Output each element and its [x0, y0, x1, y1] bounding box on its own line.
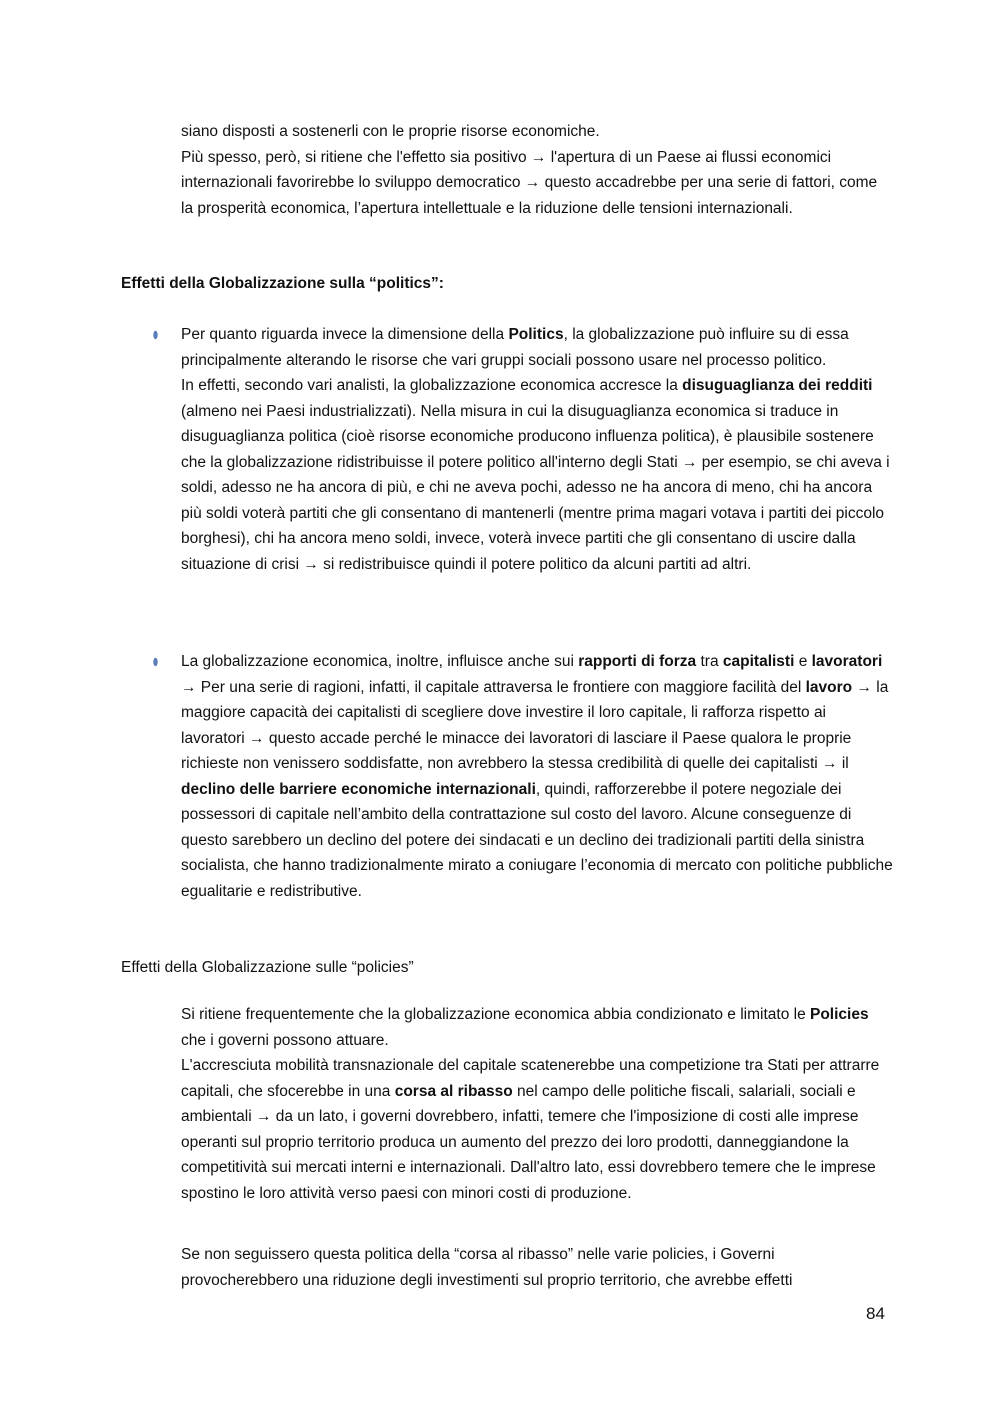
policies-para-2: [181, 1053, 893, 1206]
section-heading-politics: Effetti della Globalizzazione sulla “politics”:: [121, 275, 444, 292]
text-run: In effetti, secondo vari analisti, la globalizzazione economica accresce la: [181, 377, 683, 394]
text-run: Si ritiene frequentemente che la globalizzazione economica abbia condizionato e limitato le: [181, 1006, 810, 1023]
bold-term-lavoratori: lavoratori: [811, 653, 883, 670]
bold-term-disuguaglianza: disuguaglianza dei redditi: [682, 377, 873, 394]
politics-bullet-2: [181, 649, 893, 904]
policies-paragraph-1: [181, 1002, 893, 1206]
politics-bullet-1-para-2: [181, 373, 893, 577]
politics-bullet-2-para: [181, 649, 893, 904]
bullet-icon: [152, 657, 159, 667]
intro-paragraph: [181, 119, 893, 221]
page-number: 84: [866, 1304, 885, 1323]
bold-term-declino-barriere: declino delle barriere economiche internazionali: [181, 780, 536, 798]
text-run: tra: [696, 653, 723, 670]
bold-term-rapporti-di-forza: rapporti di forza: [578, 653, 697, 670]
text-run: La globalizzazione economica, inoltre, influisce anche sui: [181, 653, 579, 670]
policies-para-3: Se non seguissero questa politica della “corsa al ribasso” nelle varie policies, i Governi provocherebbero una riduzione degli investimenti sul proprio territorio, che avrebbe effetti: [181, 1246, 793, 1289]
bold-term-lavoro: lavoro: [805, 678, 853, 696]
text-run: , la globalizzazione può influire su di essa principalmente alterando le risorse che vari gruppi sociali possono usare nel processo politico.: [181, 326, 849, 369]
bold-term-capitalisti: capitalisti: [722, 653, 795, 670]
text-run: → la maggiore capacità dei capitalisti di scegliere dove investire il loro capitale, li rafforza rispetto ai lavoratori → questo accade perché le minacce dei lavoratori di lasciare il Paese qualora le proprie richieste non venissero soddisfatte, non avrebbero la stessa credibilità di quelle dei capitalisti → il: [181, 678, 889, 772]
bold-term-politics: Politics: [508, 326, 564, 343]
bullet-icon: [152, 330, 159, 340]
text-run: L'accresciuta mobilità transnazionale del capitale scatenerebbe una competizione tra Stati per attrarre capitali, che sfocerebbe in una: [181, 1057, 880, 1100]
bold-term-policies: Policies: [810, 1006, 869, 1023]
text-run: (almeno nei Paesi industrializzati). Nella misura in cui la disuguaglianza economica si traduce in disuguaglianza politica (cioè risorse economiche producono influenza politica), è plausibile sostenere che la globalizzazione ridistribuisse il potere politico all'interno degli Stati → per esempio, se chi aveva i soldi, adesso ne ha ancora di più, e chi ne aveva pochi, adesso ne ha ancora di meno, chi ha ancora più soldi voterà partiti che gli consentano di mantenerli (mentre prima magari votava i partiti dei piccolo borghesi), chi ha ancora meno soldi, invece, voterà invece partiti che gli consentano di uscire dalla situazione di crisi → si redistribuisce quindi il potere politico da alcuni partiti ad altri.: [181, 402, 890, 573]
section-heading-policies: Effetti della Globalizzazione sulle “policies”: [121, 959, 414, 976]
intro-line-1: siano disposti a sostenerli con le proprie risorse economiche.: [181, 123, 600, 140]
text-run: , quindi, rafforzerebbe il potere negoziale dei possessori di capitale nell’ambito della contrattazione sul costo del lavoro. Alcune conseguenze di questo sarebbero un declino del potere dei sindacati e un declino dei tradizionali partiti della sinistra socialista, che hanno tradizionalmente mirato a coniugare l’economia di mercato con politiche pubbliche egualitarie e redistributive.: [181, 780, 893, 900]
text-run: e: [794, 653, 812, 670]
policies-para-1: [181, 1002, 893, 1053]
intro-line-2: Più spesso, però, si ritiene che l'effetto sia positivo → l'apertura di un Paese ai flussi economici internazionali favorirebbe lo sviluppo democratico → questo accadrebbe per una serie di fattori, come la prosperità economica, l’apertura intellettuale e la riduzione delle tensioni internazionali.: [181, 148, 878, 217]
text-run: → Per una serie di ragioni, infatti, il capitale attraversa le frontiere con maggiore facilità del: [181, 678, 806, 696]
text-run: nel campo delle politiche fiscali, salariali, sociali e ambientali → da un lato, i governi dovrebbero, infatti, temere che l'imposizione di costi alle imprese operanti sul proprio territorio produca un aumento del prezzo dei loro prodotti, danneggiandone la competitività sui mercati interni e internazionali. Dall'altro lato, essi dovrebbero temere che le imprese spostino le loro attività verso paesi con minori costi di produzione.: [181, 1082, 876, 1202]
bold-term-corsa-al-ribasso: corsa al ribasso: [394, 1082, 513, 1100]
politics-bullet-1-para-1: [181, 322, 893, 373]
policies-paragraph-2: [181, 1242, 893, 1293]
text-run: Per quanto riguarda invece la dimensione della: [181, 326, 509, 343]
politics-bullet-1: [181, 322, 893, 577]
text-run: che i governi possono attuare.: [181, 1031, 389, 1049]
